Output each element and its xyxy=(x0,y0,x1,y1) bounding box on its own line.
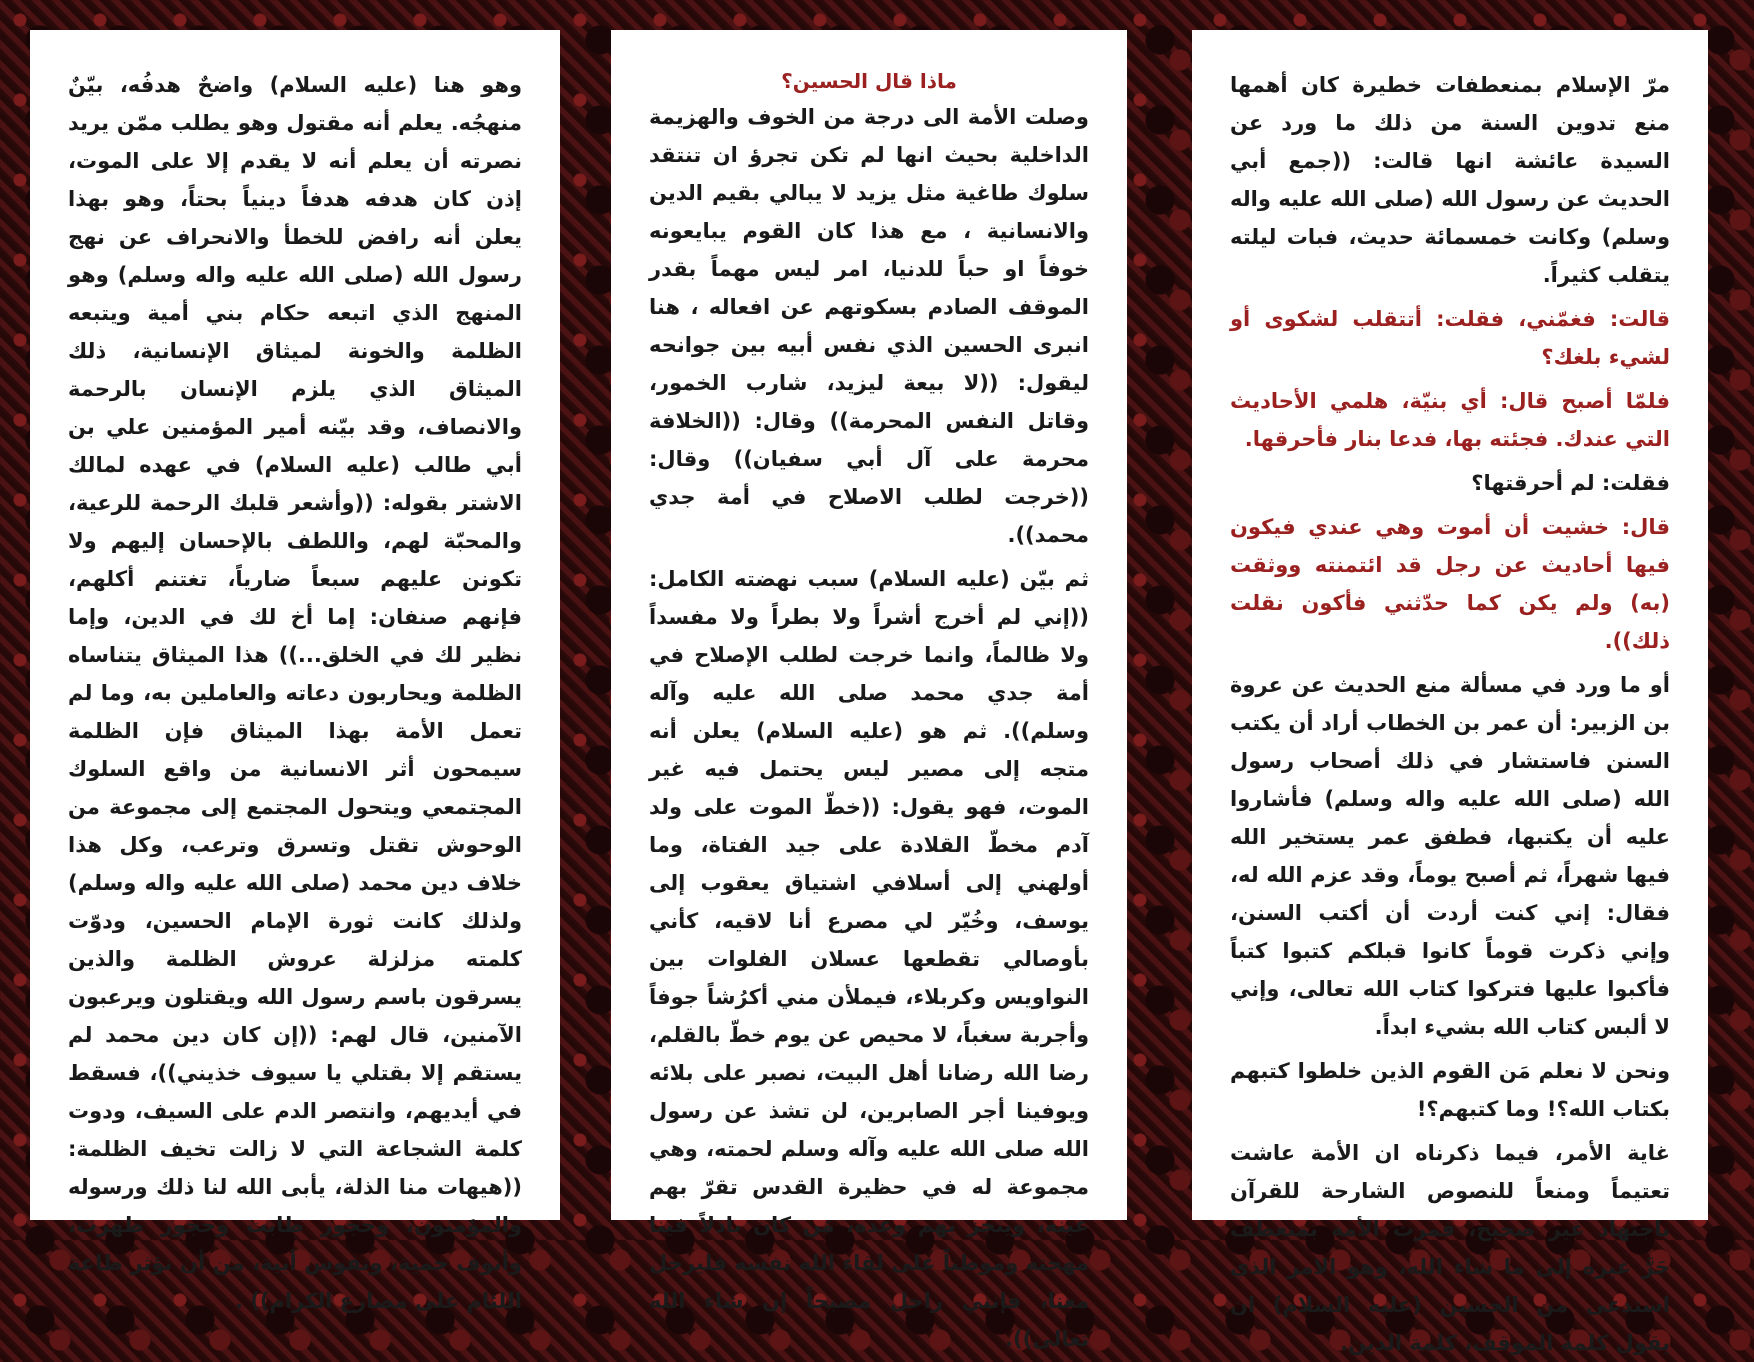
paragraph: وهو هنا (عليه السلام) واضحٌ هدفُه، بيّنٌ منهجُه. يعلم أنه مقتول وهو يطلب ممّن يريد نصرته أن يعلم أنه لا يقدم إلا على الموت، إذن كان هدفه هدفاً دينياً بحتاً، وهو بهذا يعلن أنه رافض للخطأ والانحراف عن نهج رسول الله (صلى الله عليه واله وسلم) وهو المنهج الذي اتبعه حكام بني أمية ويتبعه الظلمة والخونة لميثاق الإنسانية، ذلك الميثاق الذي يلزم الإنسان بالرحمة والانصاف، وقد بيّنه أمير المؤمنين علي بن أبي طالب (عليه السلام) في عهده لمالك الاشتر بقوله: ((وأشعر قلبك الرحمة للرعية، والمحبّة لهم، واللطف بالإحسان إليهم ولا تكونن عليهم سبعاً ضارياً، تغتنم أكلهم، فإنهم صنفان: إما أخ لك في الدين، وإما نظير لك في الخلق...)) هذا الميثاق يتناساه الظلمة ويحاربون دعاته والعاملين به، وما لم تعمل الأمة بهذا الميثاق فإن الظلمة سيمحون أثر الانسانية من واقع السلوك المجتمعي ويتحول المجتمع إلى مجموعة من الوحوش تقتل وتسرق وترعب، وكل هذا خلاف دين محمد (صلى الله عليه واله وسلم) ولذلك كانت ثورة الإمام الحسين، ودوّت كلمته مزلزلة عروش الظلمة والذين يسرقون باسم رسول الله ويقتلون ويرعبون الآمنين، قال لهم: ((إن كان دين محمد لم يستقم إلا بقتلي يا سيوف خذيني))، فسقط في أيديهم، وانتصر الدم على السيف، ودوت كلمة الشجاعة التي لا زالت تخيف الظلمة: ((هيهات منا الذلة، يأبى الله لنا ذلك ورسوله والمؤمنون، وحجور طابت وحجور طهرت، وأنوف حمية، ونفوس أبية، من أن نؤثر طاعة اللئام على مصارع الكرام)) . xyxy=(68,73,522,1313)
right-panel xyxy=(1192,30,1708,1355)
paragraph: فقلت: لم أحرقتها؟ xyxy=(1471,471,1670,495)
paragraph: مرّ الإسلام بمنعطفات خطيرة كان أهمها منع تدوين السنة من ذلك ما ورد عن السيدة عائشة انها قالت: ((جمع أبي الحديث عن رسول الله (صلى الله عليه واله وسلم) وكانت خمسمائة حديث، فبات ليلته يتقلب كثيراً. xyxy=(1230,73,1670,287)
section-heading: ماذا قال الحسين؟ xyxy=(781,69,957,93)
left-panel xyxy=(30,30,560,1313)
paragraph: أو ما ورد في مسألة منع الحديث عن عروة بن الزبير: أن عمر بن الخطاب أراد أن يكتب السنن فاستشار في ذلك أصحاب رسول الله (صلى الله عليه واله وسلم) فأشاروا عليه أن يكتبها، فطفق عمر يستخير الله فيها شهراً، ثم أصبح يوماً، وقد عزم الله له، فقال: إني كنت أردت أن أكتب السنن، وإني ذكرت قوماً كانوا قبلكم كتبوا كتباً فأكبوا عليها فتركوا كتاب الله تعالى، وإني لا ألبس كتاب الله بشيء ابداً. xyxy=(1230,673,1670,1039)
paragraph: غاية الأمر، فيما ذكرناه ان الأمة عاشت تعتيماً ومنعاً للنصوص الشارحة للقرآن باجتهاد غير صحيح، فمرت الأمة بمنعطف جَرَّ غيره إلى ما شاء الله، وهو الامر الذي استدعى من الحسين (عليه السلام) ان يقول كلمة الموقف، كلمة الدين. xyxy=(1230,1141,1670,1355)
paragraph: ثم بيّن (عليه السلام) سبب نهضته الكامل: ((إني لم أخرج أشراً ولا بطراً ولا مفسداً ولا ظالماً، وانما خرجت لطلب الإصلاح في أمة جدي محمد صلى الله عليه وآله وسلم)). ثم هو (عليه السلام) يعلن أنه متجه إلى مصير ليس يحتمل فيه غير الموت، فهو يقول: ((خطّ الموت على ولد آدم مخطّ القلادة على جيد الفتاة، وما أولهني إلى أسلافي اشتياق يعقوب إلى يوسف، وخُيّر لي مصرع أنا لاقيه، كأني بأوصالي تقطعها عسلان الفلوات بين النواويس وكربلاء، فيملأن مني أكرُشاً جوفاً وأجربة سغباً، لا محيص عن يوم خطّ بالقلم، رضا الله رضانا أهل البيت، نصبر على بلائه ويوفينا أجر الصابرين، لن تشذ عن رسول الله صلى الله عليه وآله وسلم لحمته، وهي مجموعة له في حظيرة القدس تقرّ بهم عينه، وينجز بهم وعده، مَن كان باذلاً فينا مهجته وموطناً على لقاء الله نفسه فليرحل معنا، فإنني راحل مصبحاً إن شاء الله تعالى)). xyxy=(649,567,1089,1351)
quote-paragraph: قالت: فغمّني، فقلت: أتتقلب لشكوى أو لشيء بلغك؟ xyxy=(1230,307,1670,369)
paragraph: ونحن لا نعلم مَن القوم الذين خلطوا كتبهم بكتاب الله؟! وما كتبهم؟! xyxy=(1230,1059,1670,1121)
middle-panel xyxy=(611,30,1127,1351)
quote-paragraph: فلمّا أصبح قال: أي بنيّة، هلمي الأحاديث التي عندك. فجئته بها، فدعا بنار فأحرقها. xyxy=(1230,389,1670,451)
paragraph: وصلت الأمة الى درجة من الخوف والهزيمة الداخلية بحيث انها لم تكن تجرؤ ان تنتقد سلوك طاغية مثل يزيد لا يبالي بقيم الدين والانسانية ، مع هذا كان القوم يبايعونه خوفاً او حباً للدنيا، امر ليس مهماً بقدر الموقف الصادم بسكوتهم عن افعاله ، هنا انبرى الحسين الذي نفس أبيه بين جوانحه ليقول: ((لا بيعة ليزيد، شارب الخمور، وقاتل النفس المحرمة)) وقال: ((الخلافة محرمة على آل أبي سفيان)) وقال: ((خرجت لطلب الاصلاح في أمة جدي محمد)). xyxy=(649,105,1089,547)
quote-paragraph: قال: خشيت أن أموت وهي عندي فيكون فيها أحاديث عن رجل قد ائتمنته ووثقت (به) ولم يكن كما حدّثني فأكون نقلت ذلك)). xyxy=(1230,515,1670,653)
